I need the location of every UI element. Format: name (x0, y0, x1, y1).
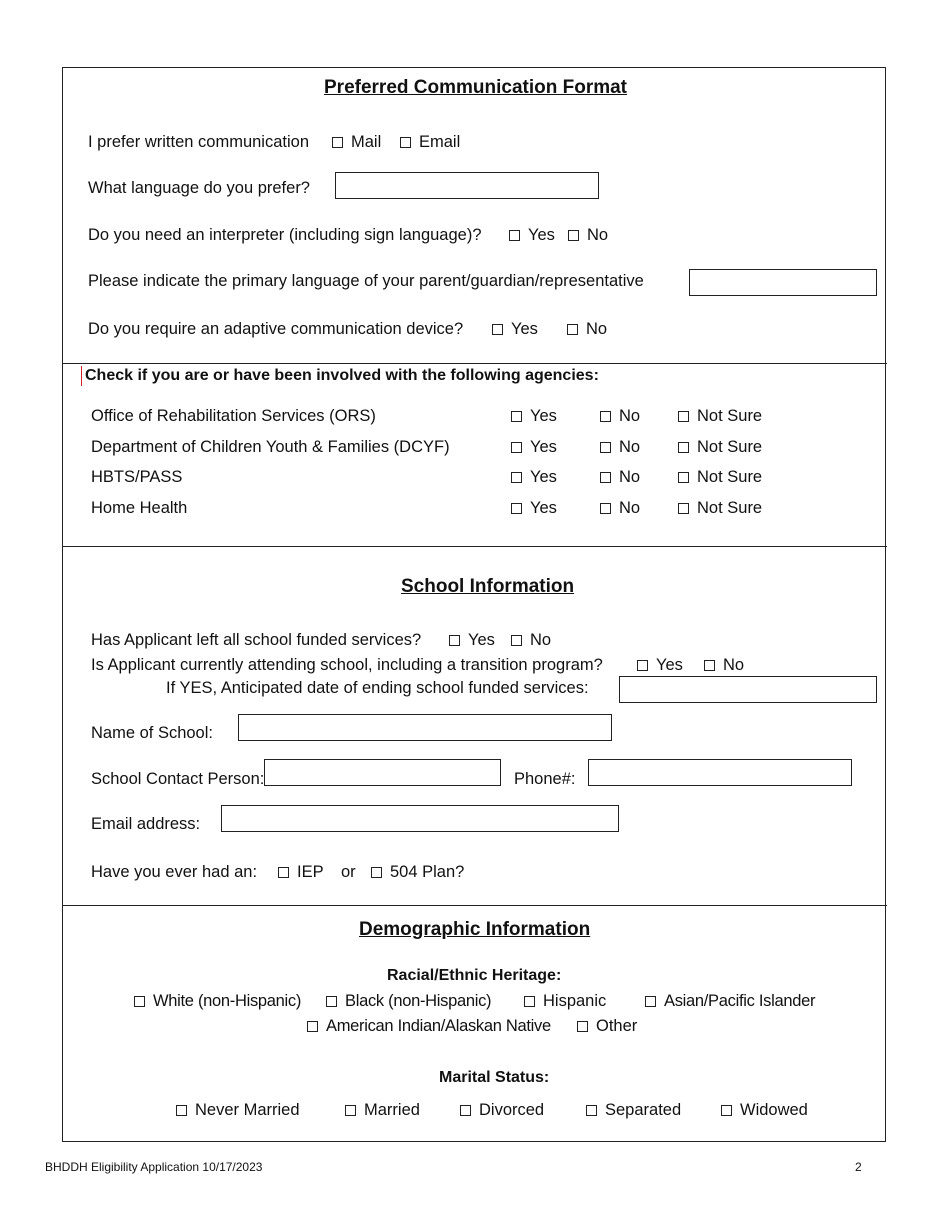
email-address-input[interactable] (221, 805, 619, 832)
agency-no-checkbox[interactable]: No (600, 408, 640, 425)
edit-marker (81, 366, 82, 386)
marital-separated-checkbox[interactable]: Separated (586, 1102, 681, 1119)
section-divider (62, 363, 887, 364)
school-title: School Information (401, 576, 575, 597)
left-services-no-checkbox[interactable]: No (511, 632, 551, 649)
agency-not-sure-checkbox[interactable]: Not Sure (678, 500, 762, 517)
footer-document-label: BHDDH Eligibility Application 10/17/2023 (45, 1160, 263, 1174)
end-date-input[interactable] (619, 676, 877, 703)
iep-checkbox[interactable]: IEP (278, 864, 324, 881)
agency-no-checkbox[interactable]: No (600, 469, 640, 486)
contact-person-input[interactable] (264, 759, 501, 786)
school-name-label: Name of School: (91, 724, 213, 742)
attending-no-checkbox[interactable]: No (704, 657, 744, 674)
footer-page-number: 2 (855, 1160, 862, 1174)
language-label: What language do you prefer? (88, 179, 310, 197)
attending-yes-checkbox[interactable]: Yes (637, 657, 683, 674)
left-services-label: Has Applicant left all school funded services? (91, 631, 422, 649)
contact-person-label: School Contact Person: (91, 770, 265, 788)
racial-american-indian-checkbox[interactable]: American Indian/Alaskan Native (307, 1018, 551, 1035)
racial-black-checkbox[interactable]: Black (non-Hispanic) (326, 993, 491, 1010)
left-services-yes-checkbox[interactable]: Yes (449, 632, 495, 649)
agency-yes-checkbox[interactable]: Yes (511, 439, 557, 456)
racial-asian-checkbox[interactable]: Asian/Pacific Islander (645, 993, 815, 1010)
agency-yes-checkbox[interactable]: Yes (511, 469, 557, 486)
phone-label: Phone#: (514, 770, 576, 788)
or-text: or (341, 863, 356, 881)
plan-504-checkbox[interactable]: 504 Plan? (371, 864, 464, 881)
adaptive-device-label: Do you require an adaptive communication device? (88, 320, 464, 338)
marital-divorced-checkbox[interactable]: Divorced (460, 1102, 544, 1119)
email-checkbox[interactable]: Email (400, 134, 460, 151)
racial-white-checkbox[interactable]: White (non-Hispanic) (134, 993, 301, 1010)
primary-language-label: Please indicate the primary language of your parent/guardian/representative (88, 272, 644, 290)
agency-yes-checkbox[interactable]: Yes (511, 500, 557, 517)
agency-no-checkbox[interactable]: No (600, 500, 640, 517)
primary-language-input[interactable] (689, 269, 877, 296)
racial-heading: Racial/Ethnic Heritage: (387, 967, 562, 984)
marital-widowed-checkbox[interactable]: Widowed (721, 1102, 808, 1119)
marital-married-checkbox[interactable]: Married (345, 1102, 420, 1119)
email-address-label: Email address: (91, 815, 201, 833)
adaptive-yes-checkbox[interactable]: Yes (492, 321, 538, 338)
interpreter-label: Do you need an interpreter (including sign language)? (88, 226, 482, 244)
interpreter-yes-checkbox[interactable]: Yes (509, 227, 555, 244)
communication-title: Preferred Communication Format (324, 77, 627, 98)
written-communication-label: I prefer written communication (88, 133, 310, 151)
marital-heading: Marital Status: (439, 1069, 550, 1086)
agency-not-sure-checkbox[interactable]: Not Sure (678, 439, 762, 456)
adaptive-no-checkbox[interactable]: No (567, 321, 607, 338)
interpreter-no-checkbox[interactable]: No (568, 227, 608, 244)
racial-hispanic-checkbox[interactable]: Hispanic (524, 993, 606, 1010)
agency-not-sure-checkbox[interactable]: Not Sure (678, 408, 762, 425)
agency-not-sure-checkbox[interactable]: Not Sure (678, 469, 762, 486)
demographic-title: Demographic Information (359, 919, 591, 940)
plan-label: Have you ever had an: (91, 863, 258, 881)
mail-checkbox[interactable]: Mail (332, 134, 381, 151)
agency-row-label: Office of Rehabilitation Services (ORS) (91, 407, 376, 425)
section-divider (62, 905, 887, 906)
agencies-heading: Check if you are or have been involved with the following agencies: (85, 367, 599, 384)
agency-yes-checkbox[interactable]: Yes (511, 408, 557, 425)
attending-school-label: Is Applicant currently attending school, including a transition program? (91, 656, 603, 674)
agency-no-checkbox[interactable]: No (600, 439, 640, 456)
racial-other-checkbox[interactable]: Other (577, 1018, 637, 1035)
school-name-input[interactable] (238, 714, 612, 741)
phone-input[interactable] (588, 759, 852, 786)
agency-row-label: Department of Children Youth & Families (DCYF) (91, 438, 450, 456)
agency-row-label: Home Health (91, 499, 188, 517)
end-date-label: If YES, Anticipated date of ending school funded services: (166, 679, 589, 697)
section-divider (62, 546, 887, 547)
agency-row-label: HBTS/PASS (91, 468, 183, 486)
language-input[interactable] (335, 172, 599, 199)
marital-never-married-checkbox[interactable]: Never Married (176, 1102, 300, 1119)
